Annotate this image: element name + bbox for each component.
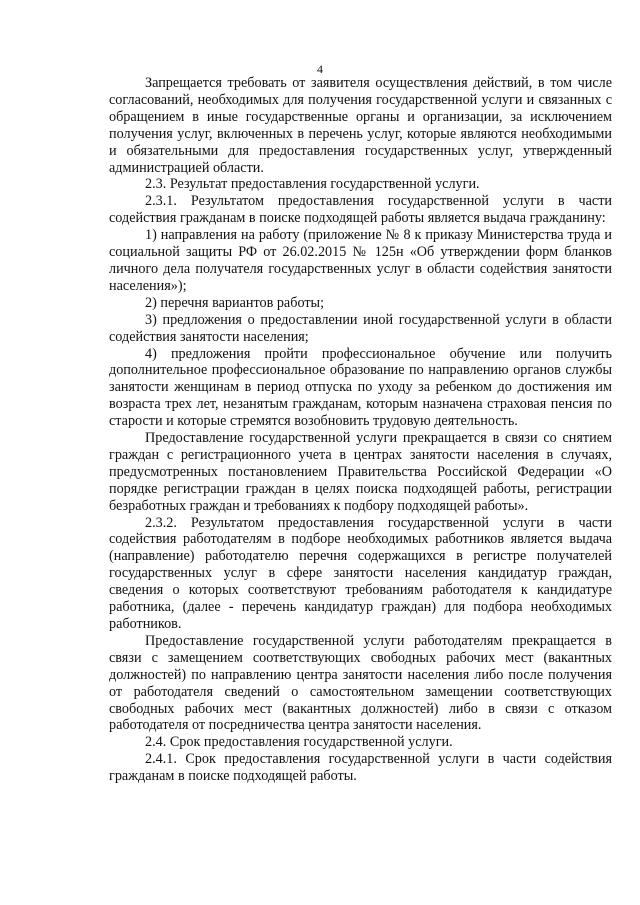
- paragraph-2-3-1: 2.3.1. Результатом предоставления государственной услуги в части содействия гражданам в поиске подходящей работы является выдача гражданину:: [109, 193, 612, 227]
- paragraph-prohibition: Запрещается требовать от заявителя осуществления действий, в том числе согласований, необходимых для получения государственной услуги и связанных с обращением в иные государственные органы и организации, за исключением получения услуг, включенных в перечень услуг, которые являются необходимыми и обязательными для предоставления государственных услуг, утвержденный администрацией области.: [109, 75, 612, 176]
- list-item-4: 4) предложения пройти профессиональное обучение или получить дополнительное профессиональное образование по направлению органов службы занятости женщинам в период отпуска по уходу за ребенком до достижения им возраста трех лет, незанятым гражданам, которым назначена страховая пенсия по старости и которые стремятся возобновить трудовую деятельность.: [109, 345, 612, 430]
- list-item-1: 1) направления на работу (приложение № 8 к приказу Министерства труда и социальной защиты РФ от 26.02.2015 № 125н «Об утверждении форм бланков личного дела получателя государственных услуг в области содействия занятости населения»);: [109, 227, 612, 294]
- paragraph-termination-employers: Предоставление государственной услуги работодателям прекращается в связи с замещением соответствующих свободных рабочих мест (вакантных должностей) по направлению центра занятости населения либо после получения от работодателя сведений о самостоятельном замещении соответствующих свободных рабочих мест (вакантных должностей) либо в связи с отказом работодателя от посредничества центра занятости населения.: [109, 632, 612, 734]
- paragraph-2-3-2: 2.3.2. Результатом предоставления государственной услуги в части содействия работодателям в подборе необходимых работников является выдача (направление) работодателю перечня содержащихся в регистре получателей государственных услуг в сфере занятости населения кандидатур граждан, сведения о которых соответствуют требованиям работодателя к кандидатуре работника, (далее - перечень кандидатур граждан) для подбора необходимых работников.: [109, 514, 612, 632]
- list-item-3: 3) предложения о предоставлении иной государственной услуги в области содействия занятости населения;: [109, 311, 612, 345]
- paragraph-termination-citizens: Предоставление государственной услуги прекращается в связи со снятием граждан с регистрационного учета в центрах занятости населения в случаях, предусмотренных постановлением Правительства Российской Федерации «О порядке регистрации граждан в целях поиска подходящей работы, регистрации безработных граждан и требованиях к подбору подходящей работы».: [109, 430, 612, 514]
- page-number: 4: [317, 62, 323, 76]
- section-heading-2-3: 2.3. Результат предоставления государственной услуги.: [145, 176, 480, 193]
- list-item-2: 2) перечня вариантов работы;: [145, 294, 325, 311]
- section-heading-2-4: 2.4. Срок предоставления государственной услуги.: [145, 734, 453, 751]
- document-body: [109, 75, 612, 785]
- paragraph-2-4-1: 2.4.1. Срок предоставления государственной услуги в части содействия гражданам в поиске подходящей работы.: [109, 751, 612, 785]
